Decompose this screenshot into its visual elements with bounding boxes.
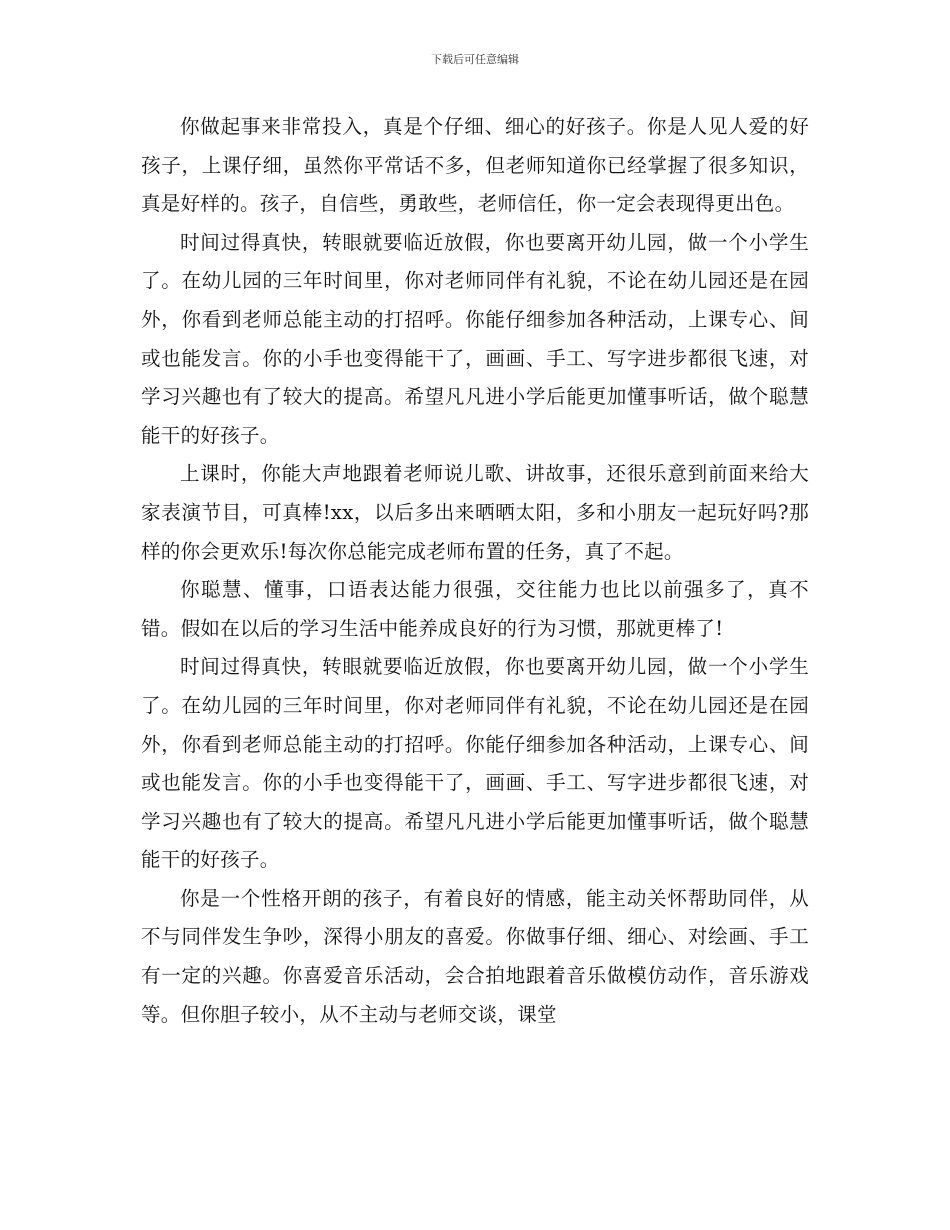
page-header: 下载后可任意编辑 bbox=[431, 53, 519, 66]
paragraph-6: 你是一个性格开朗的孩子，有着良好的情感，能主动关怀帮助同伴，从不与同伴发生争吵，深得小朋友的喜爱。你做事仔细、细心、对绘画、手工有一定的兴趣。你喜爱音乐活动，会合拍地跟着音乐做模仿动作，音乐游戏等。但你胆子较小，从不主动与老师交谈，课堂 bbox=[141, 886, 809, 1026]
paragraph-1: 你做起事来非常投入，真是个仔细、细心的好孩子。你是人见人爱的好孩子，上课仔细，虽然你平常话不多，但老师知道你已经掌握了很多知识，真是好样的。孩子，自信些，勇敢些，老师信任，你一定会表现得更出色。 bbox=[141, 115, 809, 216]
paragraph-2: 时间过得真快，转眼就要临近放假，你也要离开幼儿园，做一个小学生了。在幼儿园的三年时间里，你对老师同伴有礼貌，不论在幼儿园还是在园外，你看到老师总能主动的打招呼。你能仔细参加各种活动，上课专心、间或也能发言。你的小手也变得能干了，画画、手工、写字进步都很飞速，对学习兴趣也有了较大的提高。希望凡凡进小学后能更加懂事听话，做个聪慧能干的好孩子。 bbox=[141, 230, 809, 447]
document-body bbox=[141, 108, 809, 1034]
paragraph-4: 你聪慧、懂事，口语表达能力很强，交往能力也比以前强多了，真不错。假如在以后的学习生活中能养成良好的行为习惯，那就更棒了! bbox=[141, 578, 809, 640]
paragraph-5: 时间过得真快，转眼就要临近放假，你也要离开幼儿园，做一个小学生了。在幼儿园的三年时间里，你对老师同伴有礼貌，不论在幼儿园还是在园外，你看到老师总能主动的打招呼。你能仔细参加各种活动，上课专心、间或也能发言。你的小手也变得能干了，画画、手工、写字进步都很飞速，对学习兴趣也有了较大的提高。希望凡凡进小学后能更加懂事听话，做个聪慧能干的好孩子。 bbox=[141, 655, 809, 872]
paragraph-3: 上课时，你能大声地跟着老师说儿歌、讲故事，还很乐意到前面来给大家表演节目，可真棒!xx，以后多出来晒晒太阳，多和小朋友一起玩好吗?那样的你会更欢乐!每次你总能完成老师布置的任务，真了不起。 bbox=[141, 462, 809, 563]
